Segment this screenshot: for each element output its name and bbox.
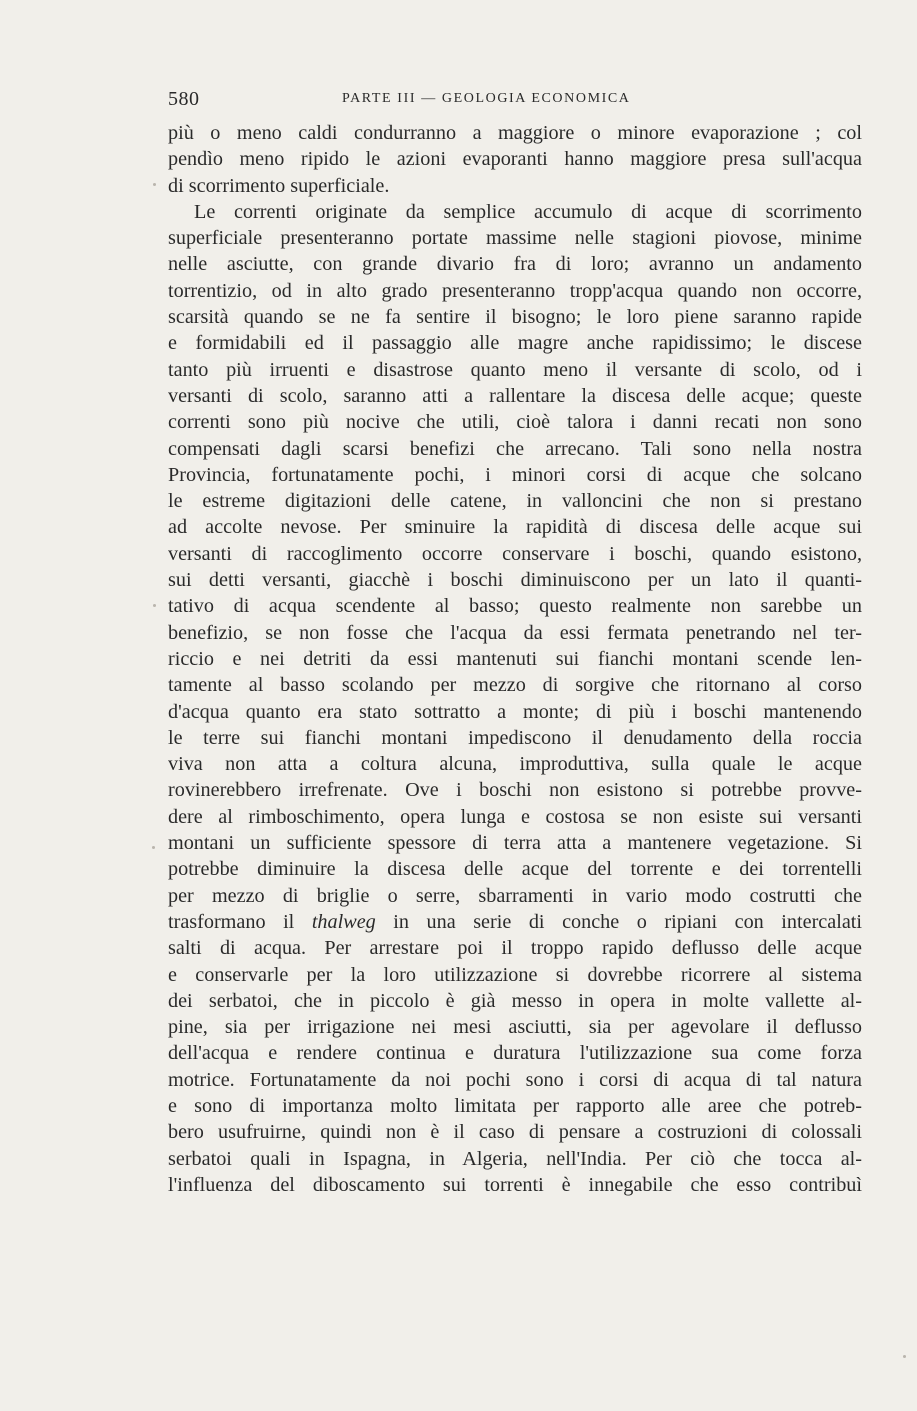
text-line: bero usufruirne, quindi non è il caso di pensare a costruzioni di colossali	[168, 1121, 862, 1144]
text-line: pendìo meno ripido le azioni evaporanti hanno maggiore presa sull'acqua	[168, 148, 862, 171]
text-line: d'acqua quanto era stato sottratto a monte; di più i boschi mantenendo	[168, 700, 862, 723]
paper-speck	[152, 846, 155, 849]
page-number: 580	[168, 88, 200, 110]
text-line: pine, sia per irrigazione nei mesi asciutti, sia per agevolare il deflusso	[168, 1016, 862, 1039]
text-line: le terre sui fianchi montani impediscono il denudamento della roccia	[168, 726, 862, 749]
paper-speck	[903, 1355, 906, 1358]
text-segment: trasformano il	[168, 910, 312, 933]
italic-term: thalweg	[311, 910, 376, 933]
text-line: riccio e nei detriti da essi mantenuti sui fianchi montani scende len-	[168, 647, 862, 670]
text-line: torrentizio, od in alto grado presenteranno tropp'acqua quando non occorre,	[168, 279, 862, 302]
text-line: serbatoi quali in Ispagna, in Algeria, nell'India. Per ciò che tocca al-	[168, 1147, 862, 1170]
text-line: salti di acqua. Per arrestare poi il troppo rapido deflusso delle acque	[168, 937, 862, 960]
page-header	[168, 88, 862, 112]
text-line: tanto più irruenti e disastrose quanto meno il versante di scolo, od i	[168, 358, 862, 381]
text-segment: in una serie di conche o ripiani con intercalati	[375, 910, 862, 933]
body-text	[168, 120, 862, 1198]
text-line: e formidabili ed il passaggio alle magre anche rapidissimo; le discese	[168, 332, 862, 355]
text-line: ad accolte nevose. Per sminuire la rapidità di discesa delle acque sui	[168, 516, 862, 539]
running-head: PARTE III — GEOLOGIA ECONOMICA	[342, 91, 631, 106]
text-line	[168, 909, 862, 935]
text-line: e conservarle per la loro utilizzazione si dovrebbe ricorrere al sistema	[168, 963, 862, 986]
text-line: Provincia, fortunatamente pochi, i minori corsi di acque che solcano	[168, 463, 862, 486]
text-line: dere al rimboschimento, opera lunga e costosa se non esiste sui versanti	[168, 805, 862, 828]
text-line: dell'acqua e rendere continua e duratura l'utilizzazione sua come forza	[168, 1042, 862, 1065]
text-line: le estreme digitazioni delle catene, in valloncini che non si prestano	[168, 490, 862, 513]
text-line: per mezzo di briglie o serre, sbarramenti in vario modo costrutti che	[168, 884, 862, 907]
text-line: dei serbatoi, che in piccolo è già messo in opera in molte vallette al-	[168, 989, 862, 1012]
text-line: tativo di acqua scendente al basso; questo realmente non sarebbe un	[168, 595, 862, 618]
text-line: Le correnti originate da semplice accumulo di acque di scorrimento	[194, 200, 862, 223]
text-line: correnti sono più nocive che utili, cioè talora i danni recati non sono	[168, 411, 862, 434]
text-line: superficiale presenteranno portate massime nelle stagioni piovose, minime	[168, 227, 862, 250]
text-line: più o meno caldi condurranno a maggiore o minore evaporazione ; col	[168, 122, 862, 144]
text-line: tamente al basso scolando per mezzo di sorgive che ritornano al corso	[168, 674, 862, 697]
paper-speck	[153, 604, 156, 607]
text-line: sui detti versanti, giacchè i boschi diminuiscono per un lato il quanti-	[168, 569, 862, 592]
text-line: montani un sufficiente spessore di terra atta a mantenere vegetazione. Si	[168, 832, 862, 855]
text-line: di scorrimento superficiale.	[168, 174, 390, 197]
text-line: versanti di raccoglimento occorre conservare i boschi, quando esistono,	[168, 542, 862, 565]
text-line: rovinerebbero irrefrenate. Ove i boschi non esistono si potrebbe provve-	[168, 779, 862, 802]
text-line: compensati dagli scarsi benefizi che arrecano. Tali sono nella nostra	[168, 437, 862, 460]
text-line: e sono di importanza molto limitata per rapporto alle aree che potreb-	[168, 1094, 862, 1117]
text-line: versanti di scolo, saranno atti a rallentare la discesa delle acque; queste	[168, 384, 862, 407]
text-line: benefizio, se non fosse che l'acqua da essi fermata penetrando nel ter-	[168, 621, 862, 644]
text-line: scarsità quando se ne fa sentire il bisogno; le loro piene saranno rapide	[168, 306, 862, 329]
text-line: viva non atta a coltura alcuna, improduttiva, sulla quale le acque	[168, 753, 862, 776]
text-line: potrebbe diminuire la discesa delle acque del torrente e dei torrentelli	[168, 858, 862, 881]
text-line: l'influenza del diboscamento sui torrenti è innegabile che esso contribuì	[168, 1173, 862, 1196]
text-line: nelle asciutte, con grande divario fra di loro; avranno un andamento	[168, 253, 862, 276]
paper-speck	[153, 183, 156, 186]
text-line: motrice. Fortunatamente da noi pochi sono i corsi di acqua di tal natura	[168, 1068, 862, 1091]
